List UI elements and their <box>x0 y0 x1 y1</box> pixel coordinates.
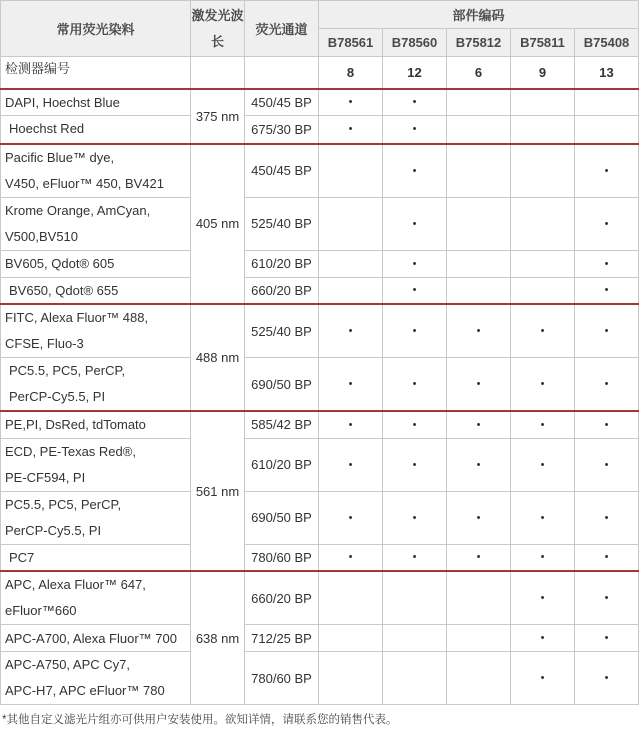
empty-cell <box>511 277 575 304</box>
compatible-dot: • <box>319 89 383 116</box>
dye-name: Krome Orange, AmCyan, <box>5 202 151 218</box>
compatible-dot: • <box>447 358 511 412</box>
dye-name: PC7 <box>9 549 35 565</box>
compatible-dot: • <box>447 304 511 358</box>
compatible-dot: • <box>319 438 383 491</box>
part-code: B75811 <box>511 29 575 57</box>
dye-name: DAPI, Hoechst Blue <box>5 94 120 110</box>
compatible-dot: • <box>511 358 575 412</box>
compatible-dot: • <box>319 544 383 571</box>
compatible-dot: • <box>319 411 383 438</box>
compatible-dot: • <box>575 652 639 705</box>
table-row <box>1 250 639 277</box>
table-row <box>1 89 639 116</box>
compatible-dot: • <box>319 116 383 144</box>
dye-name: APC, Alexa Fluor™ 647, <box>5 577 146 592</box>
table-row <box>1 116 639 144</box>
detector-label: 检测器编号 <box>1 57 191 89</box>
dye-cell <box>1 277 191 304</box>
empty-cell <box>447 116 511 144</box>
channel-cell: 690/50 BP <box>245 358 319 412</box>
table-body <box>1 57 639 705</box>
channel-cell: 450/45 BP <box>245 89 319 116</box>
channel-cell: 585/42 BP <box>245 411 319 438</box>
compatible-dot: • <box>383 250 447 277</box>
channel-cell: 525/40 BP <box>245 197 319 250</box>
compatible-dot: • <box>383 438 447 491</box>
dye-cell <box>1 250 191 277</box>
channel-cell: 780/60 BP <box>245 544 319 571</box>
compatible-dot: • <box>575 491 639 544</box>
channel-cell: 675/30 BP <box>245 116 319 144</box>
dye-name: PE,PI, DsRed, tdTomato <box>5 417 146 433</box>
part-code: B78561 <box>319 29 383 57</box>
empty-cell <box>191 57 245 89</box>
channel-cell: 450/45 BP <box>245 144 319 198</box>
dye-name: PC5.5, PC5, PerCP, <box>9 363 126 378</box>
channel-cell: 660/20 BP <box>245 277 319 304</box>
compatible-dot: • <box>447 544 511 571</box>
channel-cell: 712/25 BP <box>245 625 319 652</box>
detector-count: 9 <box>511 57 575 89</box>
dye-cell <box>1 652 191 705</box>
dye-cell <box>1 571 191 625</box>
empty-cell <box>511 89 575 116</box>
dye-cell <box>1 89 191 116</box>
compatible-dot: • <box>383 197 447 250</box>
channel-cell: 780/60 BP <box>245 652 319 705</box>
empty-cell <box>319 652 383 705</box>
dye-cell <box>1 544 191 571</box>
compatible-dot: • <box>575 358 639 412</box>
compatible-dot: • <box>575 144 639 198</box>
compatible-dot: • <box>511 304 575 358</box>
compatible-dot: • <box>511 411 575 438</box>
compatible-dot: • <box>319 491 383 544</box>
compatible-dot: • <box>383 89 447 116</box>
dye-cell <box>1 144 191 198</box>
dye-cell <box>1 411 191 438</box>
compatible-dot: • <box>383 277 447 304</box>
compatible-dot: • <box>575 571 639 625</box>
compatible-dot: • <box>383 304 447 358</box>
dye-name: CFSE, Fluo-3 <box>5 336 84 351</box>
dye-cell <box>1 491 191 544</box>
table-row <box>1 571 639 625</box>
header-dye: 常用荧光染料 <box>1 1 191 57</box>
compatible-dot: • <box>575 411 639 438</box>
dye-name: V500,BV510 <box>5 228 79 244</box>
compatible-dot: • <box>319 358 383 412</box>
empty-cell <box>319 625 383 652</box>
table-row <box>1 358 639 412</box>
dye-name: FITC, Alexa Fluor™ 488, <box>5 310 149 325</box>
dye-name: eFluor™660 <box>5 603 77 618</box>
dye-cell <box>1 116 191 144</box>
dye-name: Hoechst Red <box>9 121 85 137</box>
compatible-dot: • <box>319 304 383 358</box>
empty-cell <box>447 144 511 198</box>
table-row <box>1 652 639 705</box>
dye-name: Pacific Blue™ dye, <box>5 149 115 165</box>
wavelength-cell: 488 nm <box>191 304 245 411</box>
compatible-dot: • <box>511 652 575 705</box>
empty-cell <box>575 89 639 116</box>
dye-name: APC-A700, Alexa Fluor™ 700 <box>5 630 177 646</box>
dye-name: ECD, PE-Texas Red®, <box>5 443 136 459</box>
empty-cell <box>319 277 383 304</box>
empty-cell <box>511 144 575 198</box>
empty-cell <box>447 652 511 705</box>
empty-cell <box>447 250 511 277</box>
header-wavelength: 激发光波长 <box>191 1 245 57</box>
empty-cell <box>245 57 319 89</box>
table-row <box>1 625 639 652</box>
part-code: B75812 <box>447 29 511 57</box>
compatible-dot: • <box>511 544 575 571</box>
part-code: B75408 <box>575 29 639 57</box>
header-channel: 荧光通道 <box>245 1 319 57</box>
table-row <box>1 544 639 571</box>
compatible-dot: • <box>511 491 575 544</box>
empty-cell <box>511 116 575 144</box>
empty-cell <box>383 652 447 705</box>
dye-cell <box>1 438 191 491</box>
table-row <box>1 438 639 491</box>
wavelength-cell: 375 nm <box>191 89 245 144</box>
table-row <box>1 411 639 438</box>
dye-name: PC5.5, PC5, PerCP, <box>5 496 122 512</box>
compatible-dot: • <box>447 491 511 544</box>
dye-cell <box>1 358 191 412</box>
footnote: *其他自定义滤光片组亦可供用户安装使用。欲知详情，请联系您的销售代表。 <box>2 714 398 726</box>
compatible-dot: • <box>383 116 447 144</box>
table-row <box>1 304 639 358</box>
compatible-dot: • <box>511 438 575 491</box>
dye-cell <box>1 625 191 652</box>
dye-name: PerCP-Cy5.5, PI <box>5 522 102 538</box>
empty-cell <box>511 250 575 277</box>
empty-cell <box>447 277 511 304</box>
channel-cell: 690/50 BP <box>245 491 319 544</box>
empty-cell <box>447 571 511 625</box>
channel-cell: 525/40 BP <box>245 304 319 358</box>
detector-count: 12 <box>383 57 447 89</box>
empty-cell <box>319 144 383 198</box>
dye-name: PerCP-Cy5.5, PI <box>9 389 106 404</box>
dye-name: BV605, Qdot® 605 <box>5 256 115 271</box>
header-parts: 部件编码 <box>319 1 639 29</box>
compatible-dot: • <box>575 544 639 571</box>
compatible-dot: • <box>575 438 639 491</box>
compatible-dot: • <box>575 197 639 250</box>
compatible-dot: • <box>575 250 639 277</box>
dye-name: V450, eFluor™ 450, BV421 <box>5 175 164 191</box>
compatible-dot: • <box>383 411 447 438</box>
detector-count: 6 <box>447 57 511 89</box>
empty-cell <box>447 197 511 250</box>
empty-cell <box>383 571 447 625</box>
compatible-dot: • <box>447 438 511 491</box>
dye-name: APC-A750, APC Cy7, <box>5 657 130 672</box>
compatible-dot: • <box>383 544 447 571</box>
empty-cell <box>319 197 383 250</box>
wavelength-cell: 638 nm <box>191 571 245 705</box>
wavelength-cell: 405 nm <box>191 144 245 305</box>
compatible-dot: • <box>575 277 639 304</box>
channel-cell: 610/20 BP <box>245 250 319 277</box>
table-row <box>1 277 639 304</box>
compatible-dot: • <box>383 144 447 198</box>
dye-cell <box>1 304 191 358</box>
dye-cell <box>1 197 191 250</box>
detector-count: 8 <box>319 57 383 89</box>
table-row <box>1 197 639 250</box>
detector-count: 13 <box>575 57 639 89</box>
compatible-dot: • <box>511 625 575 652</box>
empty-cell <box>447 89 511 116</box>
channel-cell: 660/20 BP <box>245 571 319 625</box>
empty-cell <box>447 625 511 652</box>
compatible-dot: • <box>447 411 511 438</box>
compatible-dot: • <box>575 304 639 358</box>
compatible-dot: • <box>511 571 575 625</box>
table-row <box>1 491 639 544</box>
empty-cell <box>383 625 447 652</box>
dye-name: BV650, Qdot® 655 <box>9 282 119 298</box>
dye-name: PE-CF594, PI <box>5 469 86 485</box>
empty-cell <box>319 250 383 277</box>
part-code: B78560 <box>383 29 447 57</box>
compatible-dot: • <box>575 625 639 652</box>
dye-name: APC-H7, APC eFluor™ 780 <box>5 683 165 698</box>
wavelength-cell: 561 nm <box>191 411 245 571</box>
empty-cell <box>511 197 575 250</box>
channel-cell: 610/20 BP <box>245 438 319 491</box>
compatible-dot: • <box>383 358 447 412</box>
compatible-dot: • <box>383 491 447 544</box>
table-row <box>1 144 639 198</box>
detector-row <box>1 57 639 89</box>
empty-cell <box>319 571 383 625</box>
empty-cell <box>575 116 639 144</box>
